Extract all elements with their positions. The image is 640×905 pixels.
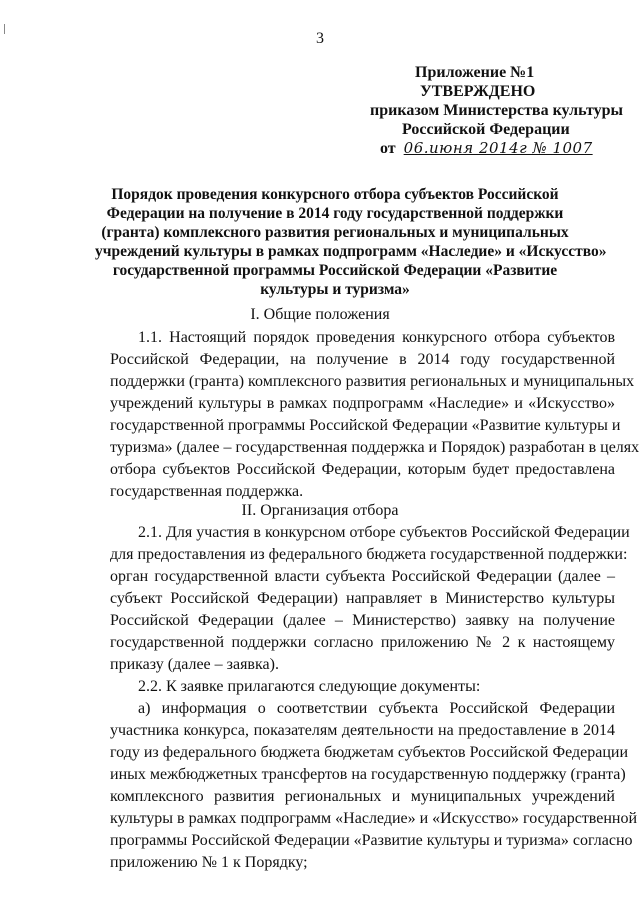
- title-line: Федерации на получение в 2014 году государственной поддержки: [106, 205, 564, 222]
- paragraph-line: для предоставления из федерального бюджета государственной поддержки:: [110, 546, 628, 563]
- federation-label: Российской Федерации: [402, 121, 570, 138]
- paragraph-line: программы Российской Федерации «Развитие культуры и туризма» согласно: [110, 832, 633, 849]
- paragraph-line: государственной программы Российской Федерации «Развитие культуры и: [110, 417, 621, 434]
- paragraph-line: орган государственной власти субъекта Российской Федерации (далее –: [110, 568, 615, 585]
- section1-body: [110, 327, 640, 503]
- paragraph-line: участника конкурса, показателям деятельности на предоставление в 2014: [110, 722, 615, 739]
- paragraph-line: учреждений культуры в рамках подпрограмм «Наследие» и «Искусство»: [110, 395, 615, 412]
- paragraph-line: отбора субъектов Российской Федерации, которым будет предоставлена: [110, 461, 615, 478]
- paragraph-line: комплексного развития региональных и муниципальных учреждений: [110, 788, 615, 805]
- paragraph-line: поддержки (гранта) комплексного развития региональных и муниципальных: [110, 373, 635, 390]
- paragraph-line: 2.2. К заявке прилагаются следующие документы:: [138, 678, 481, 695]
- paragraph-line: 1.1. Настоящий порядок проведения конкурсного отбора субъектов: [138, 329, 615, 346]
- order-date-line: [340, 139, 630, 158]
- handwritten-date: 06.июня 2014г № 1007: [403, 139, 593, 157]
- date-prefix: от: [380, 140, 396, 157]
- paragraph-line: культуры в рамках подпрограмм «Наследие» и «Искусство» государственной: [110, 810, 638, 827]
- paragraph-line: государственной поддержки согласно приложению № 2 к настоящему: [110, 634, 615, 651]
- title-line: (гранта) комплексного развития региональных и муниципальных: [101, 224, 569, 241]
- order-label: приказом Министерства культуры: [370, 102, 624, 119]
- paragraph-line: туризма» (далее – государственная поддержка и Порядок) разработан в целях: [110, 439, 640, 456]
- paragraph-line: Российской Федерации, на получение в 2014 году государственной: [110, 351, 615, 368]
- title-line: государственной программы Российской Федерации «Развитие: [112, 262, 558, 279]
- paragraph-line: 2.1. Для участия в конкурсном отборе субъектов Российской Федерации: [138, 524, 630, 541]
- paragraph-line: а) информация о соответствии субъекта Российской Федерации: [138, 700, 615, 717]
- paragraph-line: государственная поддержка.: [110, 483, 304, 500]
- paragraph-line: Российской Федерации (далее – Министерство) заявку на получение: [110, 612, 615, 629]
- approved-label: УТВЕРЖДЕНО: [420, 83, 536, 100]
- section-heading-general: I. Общие положения: [250, 306, 390, 323]
- paragraph-line: приложению № 1 к Порядку;: [110, 854, 308, 871]
- paragraph-line: приказу (далее – заявка).: [110, 656, 279, 673]
- approval-block: [340, 63, 630, 158]
- paragraph-line: иных межбюджетных трансфертов на государственную поддержку (гранта): [110, 766, 626, 783]
- page-number: 3: [316, 30, 324, 47]
- title-line: учреждений культуры в рамках подпрограмм «Наследие» и «Искусство»: [95, 243, 607, 260]
- appendix-label: Приложение №1: [415, 64, 535, 81]
- document-title: [95, 185, 607, 299]
- paragraph-line: субъект Российской Федерации) направляет в Министерство культуры: [110, 590, 615, 607]
- title-line: Порядок проведения конкурсного отбора субъектов Российской: [111, 186, 559, 203]
- paragraph-line: году из федерального бюджета бюджетам субъектов Российской Федерации: [110, 744, 629, 761]
- section2-body: [110, 522, 638, 874]
- section-heading-organization: II. Организация отбора: [241, 502, 399, 519]
- title-line: культуры и туризма»: [260, 281, 410, 298]
